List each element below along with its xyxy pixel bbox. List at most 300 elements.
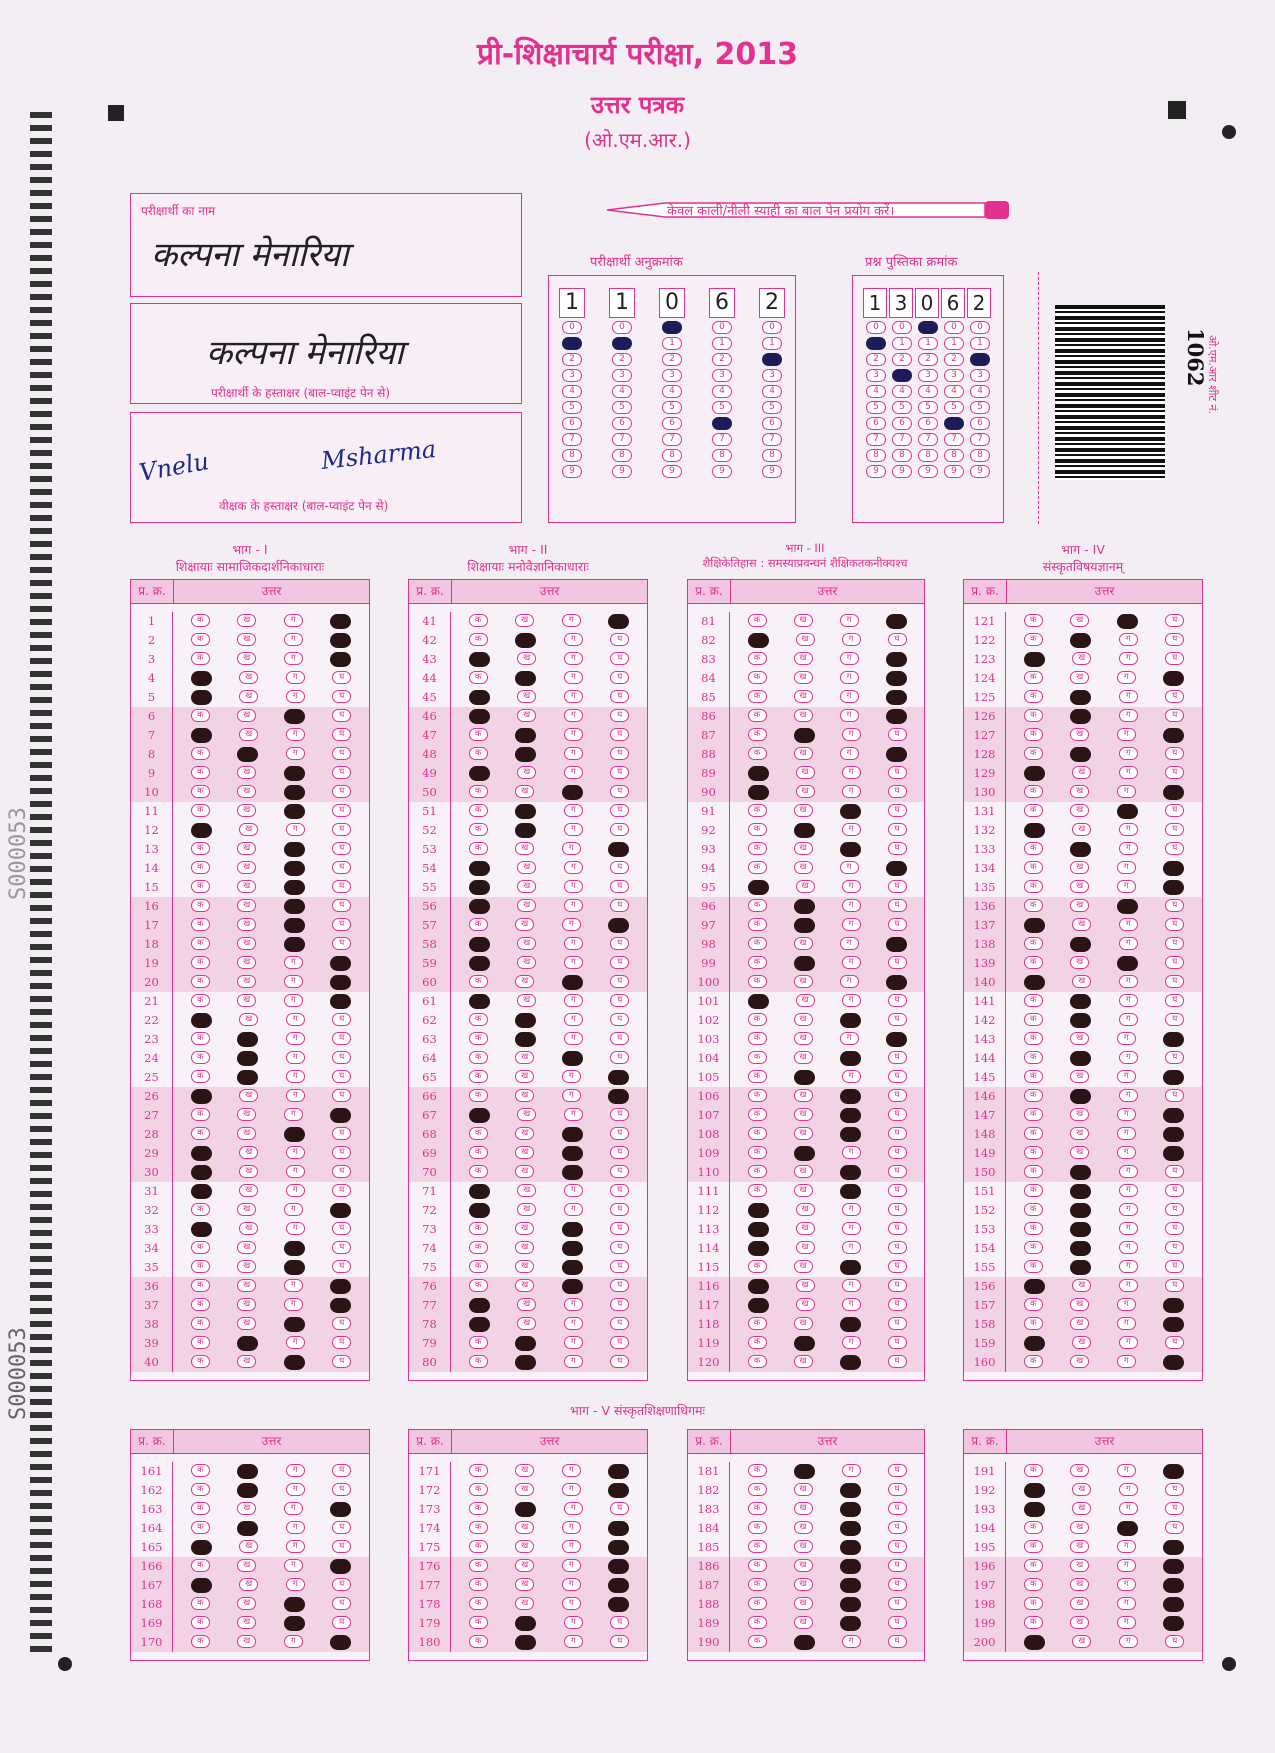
option-bubble[interactable]: घ (610, 1635, 629, 1648)
option-bubble[interactable]: क (748, 918, 767, 931)
option-bubble[interactable]: क (1024, 1521, 1043, 1534)
option-bubble[interactable]: क (469, 1089, 488, 1102)
option-bubble[interactable]: ग (562, 1483, 581, 1496)
option-bubble[interactable]: ग (842, 918, 861, 931)
option-bubble[interactable] (840, 1013, 861, 1028)
option-bubble[interactable] (1163, 671, 1184, 686)
option-bubble[interactable]: ग (286, 747, 305, 760)
option-bubble[interactable]: घ (610, 880, 629, 893)
option-bubble[interactable]: क (469, 804, 488, 817)
option-bubble[interactable]: क (191, 918, 210, 931)
option-bubble[interactable]: क (748, 1146, 767, 1159)
option-bubble[interactable]: ग (1119, 1222, 1138, 1235)
option-bubble[interactable]: क (1024, 861, 1043, 874)
option-bubble[interactable]: घ (1165, 1635, 1184, 1648)
option-bubble[interactable]: ग (286, 1521, 305, 1534)
option-bubble[interactable]: क (748, 975, 767, 988)
option-bubble[interactable] (886, 614, 907, 629)
option-bubble[interactable]: घ (888, 1279, 907, 1292)
option-bubble[interactable]: घ (888, 766, 907, 779)
option-bubble[interactable]: क (1024, 1616, 1043, 1629)
option-bubble[interactable] (794, 918, 815, 933)
option-bubble[interactable]: ख (517, 690, 536, 703)
option-bubble[interactable]: क (1024, 880, 1043, 893)
option-bubble[interactable] (284, 1241, 305, 1256)
option-bubble[interactable]: ग (284, 614, 303, 627)
option-bubble[interactable]: घ (888, 994, 907, 1007)
option-bubble[interactable]: ग (286, 1032, 305, 1045)
option-bubble[interactable]: ख (517, 899, 536, 912)
option-bubble[interactable]: घ (332, 1578, 351, 1591)
option-bubble[interactable]: ख (1072, 975, 1091, 988)
option-bubble[interactable] (469, 1317, 490, 1332)
option-bubble[interactable]: घ (610, 1165, 629, 1178)
option-bubble[interactable]: ग (564, 861, 583, 874)
digit-bubble[interactable] (662, 321, 682, 334)
option-bubble[interactable]: क (748, 1032, 767, 1045)
digit-bubble[interactable]: 6 (892, 417, 912, 430)
option-bubble[interactable]: ग (1119, 975, 1138, 988)
option-bubble[interactable]: ख (237, 1127, 256, 1140)
option-bubble[interactable]: ख (1070, 861, 1089, 874)
option-bubble[interactable]: घ (332, 709, 351, 722)
option-bubble[interactable]: क (748, 1635, 767, 1648)
option-bubble[interactable]: ग (1117, 1559, 1136, 1572)
digit-bubble[interactable]: 3 (712, 369, 732, 382)
option-bubble[interactable]: घ (1165, 956, 1184, 969)
option-bubble[interactable]: क (469, 1355, 488, 1368)
digit-bubble[interactable]: 8 (892, 449, 912, 462)
option-bubble[interactable] (330, 975, 351, 990)
option-bubble[interactable]: घ (888, 785, 907, 798)
digit-bubble[interactable]: 4 (712, 385, 732, 398)
option-bubble[interactable]: घ (888, 1089, 907, 1102)
option-bubble[interactable]: क (191, 1635, 210, 1648)
option-bubble[interactable] (840, 1355, 861, 1370)
option-bubble[interactable] (1070, 842, 1091, 857)
option-bubble[interactable] (748, 880, 769, 895)
option-bubble[interactable]: ख (237, 709, 256, 722)
option-bubble[interactable]: ग (564, 1184, 583, 1197)
digit-bubble[interactable]: 6 (662, 417, 682, 430)
digit-bubble[interactable]: 8 (918, 449, 938, 462)
digit-bubble[interactable]: 6 (612, 417, 632, 430)
option-bubble[interactable]: क (469, 1241, 488, 1254)
option-bubble[interactable]: घ (610, 652, 629, 665)
option-bubble[interactable]: क (748, 747, 767, 760)
option-bubble[interactable]: क (1024, 671, 1043, 684)
digit-box[interactable]: 2 (759, 288, 785, 318)
digit-bubble[interactable]: 9 (970, 465, 990, 478)
option-bubble[interactable]: ख (517, 709, 536, 722)
option-bubble[interactable]: क (191, 633, 210, 646)
option-bubble[interactable] (237, 1521, 258, 1536)
option-bubble[interactable]: ग (842, 899, 861, 912)
option-bubble[interactable] (1070, 633, 1091, 648)
option-bubble[interactable]: ख (1070, 671, 1089, 684)
option-bubble[interactable]: ख (1070, 1355, 1089, 1368)
option-bubble[interactable]: क (191, 1051, 210, 1064)
option-bubble[interactable]: ग (1117, 1355, 1136, 1368)
option-bubble[interactable]: क (1024, 1165, 1043, 1178)
digit-bubble[interactable]: 8 (944, 449, 964, 462)
option-bubble[interactable]: क (191, 1108, 210, 1121)
option-bubble[interactable]: ख (237, 975, 256, 988)
option-bubble[interactable]: ग (1117, 1317, 1136, 1330)
option-bubble[interactable] (469, 880, 490, 895)
digit-box[interactable]: 0 (915, 288, 939, 318)
option-bubble[interactable]: ग (564, 804, 583, 817)
option-bubble[interactable]: ग (562, 1540, 581, 1553)
option-bubble[interactable]: ख (1070, 956, 1089, 969)
option-bubble[interactable]: घ (1165, 937, 1184, 950)
option-bubble[interactable] (608, 918, 629, 933)
option-bubble[interactable] (886, 709, 907, 724)
option-bubble[interactable]: ख (1070, 804, 1089, 817)
digit-bubble[interactable]: 8 (762, 449, 782, 462)
option-bubble[interactable] (1163, 1578, 1184, 1593)
option-bubble[interactable]: घ (888, 1559, 907, 1572)
option-bubble[interactable]: ग (562, 1521, 581, 1534)
option-bubble[interactable]: क (748, 1260, 767, 1273)
digit-bubble[interactable]: 6 (762, 417, 782, 430)
option-bubble[interactable]: क (748, 823, 767, 836)
option-bubble[interactable]: क (191, 842, 210, 855)
option-bubble[interactable]: ग (562, 1578, 581, 1591)
option-bubble[interactable]: ग (842, 994, 861, 1007)
option-bubble[interactable]: क (748, 1355, 767, 1368)
option-bubble[interactable]: क (1024, 1089, 1043, 1102)
option-bubble[interactable]: क (1024, 690, 1043, 703)
option-bubble[interactable]: ग (1117, 1146, 1136, 1159)
option-bubble[interactable]: क (1024, 804, 1043, 817)
option-bubble[interactable]: घ (610, 1108, 629, 1121)
digit-bubble[interactable]: 3 (562, 369, 582, 382)
option-bubble[interactable]: ग (840, 709, 859, 722)
option-bubble[interactable]: क (469, 1559, 488, 1572)
option-bubble[interactable]: क (191, 1317, 210, 1330)
option-bubble[interactable]: ग (286, 1146, 305, 1159)
option-bubble[interactable]: ख (794, 1559, 813, 1572)
option-bubble[interactable]: ख (1072, 1279, 1091, 1292)
option-bubble[interactable]: ख (794, 671, 813, 684)
option-bubble[interactable]: ख (1070, 1559, 1089, 1572)
option-bubble[interactable] (608, 614, 629, 629)
option-bubble[interactable]: घ (610, 728, 629, 741)
option-bubble[interactable] (515, 804, 536, 819)
option-bubble[interactable] (840, 842, 861, 857)
option-bubble[interactable]: घ (610, 1051, 629, 1064)
option-bubble[interactable]: ग (1119, 652, 1138, 665)
option-bubble[interactable]: ख (794, 1127, 813, 1140)
option-bubble[interactable]: घ (888, 1464, 907, 1477)
option-bubble[interactable]: क (469, 1336, 488, 1349)
option-bubble[interactable]: ग (842, 633, 861, 646)
option-bubble[interactable] (330, 1635, 351, 1650)
option-bubble[interactable] (469, 1184, 490, 1199)
option-bubble[interactable]: घ (1165, 1260, 1184, 1273)
option-bubble[interactable] (515, 747, 536, 762)
digit-bubble[interactable]: 2 (662, 353, 682, 366)
digit-bubble[interactable]: 0 (562, 321, 582, 334)
option-bubble[interactable]: ग (1117, 1298, 1136, 1311)
option-bubble[interactable]: घ (332, 1336, 351, 1349)
option-bubble[interactable]: क (469, 1222, 488, 1235)
option-bubble[interactable]: घ (888, 1540, 907, 1553)
option-bubble[interactable]: ग (564, 1108, 583, 1121)
option-bubble[interactable]: क (1024, 709, 1043, 722)
option-bubble[interactable]: ख (517, 994, 536, 1007)
option-bubble[interactable]: ख (515, 614, 534, 627)
digit-bubble[interactable]: 3 (662, 369, 682, 382)
option-bubble[interactable]: घ (332, 1521, 351, 1534)
digit-bubble[interactable]: 4 (662, 385, 682, 398)
option-bubble[interactable]: ख (1070, 614, 1089, 627)
option-bubble[interactable] (886, 861, 907, 876)
option-bubble[interactable]: ग (564, 728, 583, 741)
digit-bubble[interactable]: 9 (892, 465, 912, 478)
option-bubble[interactable]: ख (1072, 1502, 1091, 1515)
option-bubble[interactable]: ग (842, 880, 861, 893)
digit-bubble[interactable]: 6 (866, 417, 886, 430)
option-bubble[interactable]: ग (1119, 994, 1138, 1007)
option-bubble[interactable]: ग (842, 1464, 861, 1477)
option-bubble[interactable] (284, 1127, 305, 1142)
option-bubble[interactable] (284, 1355, 305, 1370)
option-bubble[interactable]: ख (1072, 766, 1091, 779)
option-bubble[interactable]: ख (517, 652, 536, 665)
option-bubble[interactable]: घ (332, 1222, 351, 1235)
option-bubble[interactable]: घ (888, 1616, 907, 1629)
option-bubble[interactable]: क (748, 671, 767, 684)
option-bubble[interactable] (1163, 1108, 1184, 1123)
option-bubble[interactable]: ग (1119, 690, 1138, 703)
option-bubble[interactable] (886, 1032, 907, 1047)
option-bubble[interactable]: क (748, 1521, 767, 1534)
option-bubble[interactable] (1070, 690, 1091, 705)
option-bubble[interactable] (840, 1502, 861, 1517)
option-bubble[interactable]: ग (284, 1298, 303, 1311)
option-bubble[interactable] (608, 1597, 629, 1612)
option-bubble[interactable]: ग (562, 918, 581, 931)
option-bubble[interactable] (1163, 1070, 1184, 1085)
option-bubble[interactable] (237, 1483, 258, 1498)
option-bubble[interactable]: ग (286, 1089, 305, 1102)
option-bubble[interactable]: ग (562, 842, 581, 855)
option-bubble[interactable] (469, 994, 490, 1009)
option-bubble[interactable]: ग (564, 1317, 583, 1330)
option-bubble[interactable]: क (191, 1464, 210, 1477)
option-bubble[interactable] (794, 1146, 815, 1161)
option-bubble[interactable]: ग (840, 614, 859, 627)
option-bubble[interactable]: ख (517, 861, 536, 874)
option-bubble[interactable] (515, 728, 536, 743)
option-bubble[interactable]: ख (515, 1597, 534, 1610)
option-bubble[interactable]: ख (794, 1616, 813, 1629)
digit-bubble[interactable]: 4 (612, 385, 632, 398)
digit-bubble[interactable]: 7 (970, 433, 990, 446)
option-bubble[interactable]: ख (794, 1355, 813, 1368)
option-bubble[interactable] (840, 1521, 861, 1536)
digit-bubble[interactable]: 8 (562, 449, 582, 462)
option-bubble[interactable]: घ (888, 1146, 907, 1159)
option-bubble[interactable]: क (469, 1540, 488, 1553)
option-bubble[interactable]: ग (842, 1279, 861, 1292)
digit-bubble[interactable]: 8 (662, 449, 682, 462)
digit-bubble[interactable]: 3 (762, 369, 782, 382)
digit-box[interactable]: 1 (559, 288, 585, 318)
option-bubble[interactable]: क (748, 614, 767, 627)
option-bubble[interactable]: घ (888, 1336, 907, 1349)
option-bubble[interactable]: क (469, 785, 488, 798)
option-bubble[interactable] (748, 1279, 769, 1294)
option-bubble[interactable]: क (748, 1336, 767, 1349)
option-bubble[interactable]: क (469, 728, 488, 741)
option-bubble[interactable]: क (191, 937, 210, 950)
option-bubble[interactable]: क (191, 766, 210, 779)
option-bubble[interactable]: घ (610, 1203, 629, 1216)
option-bubble[interactable]: घ (332, 1165, 351, 1178)
option-bubble[interactable] (237, 747, 258, 762)
option-bubble[interactable]: ग (286, 1578, 305, 1591)
option-bubble[interactable]: क (191, 1355, 210, 1368)
option-bubble[interactable]: घ (1165, 899, 1184, 912)
digit-bubble[interactable]: 9 (562, 465, 582, 478)
option-bubble[interactable]: ग (1119, 918, 1138, 931)
option-bubble[interactable]: ख (1070, 1616, 1089, 1629)
option-bubble[interactable]: ग (842, 1336, 861, 1349)
option-bubble[interactable] (748, 633, 769, 648)
option-bubble[interactable]: ग (842, 766, 861, 779)
option-bubble[interactable] (1163, 1540, 1184, 1555)
digit-bubble[interactable]: 5 (762, 401, 782, 414)
option-bubble[interactable]: ग (1117, 1578, 1136, 1591)
option-bubble[interactable] (1117, 956, 1138, 971)
option-bubble[interactable]: घ (610, 1502, 629, 1515)
option-bubble[interactable] (1070, 1260, 1091, 1275)
option-bubble[interactable]: क (469, 1146, 488, 1159)
option-bubble[interactable] (1163, 1559, 1184, 1574)
option-bubble[interactable]: क (1024, 1108, 1043, 1121)
option-bubble[interactable]: घ (332, 1032, 351, 1045)
option-bubble[interactable]: ख (239, 1222, 258, 1235)
option-bubble[interactable]: क (748, 1483, 767, 1496)
option-bubble[interactable]: ख (239, 1540, 258, 1553)
option-bubble[interactable]: घ (332, 728, 351, 741)
option-bubble[interactable]: क (469, 1635, 488, 1648)
option-bubble[interactable]: क (469, 975, 488, 988)
option-bubble[interactable]: ग (286, 728, 305, 741)
option-bubble[interactable]: घ (610, 1279, 629, 1292)
option-bubble[interactable] (608, 1464, 629, 1479)
option-bubble[interactable]: घ (610, 1336, 629, 1349)
digit-bubble[interactable]: 9 (762, 465, 782, 478)
option-bubble[interactable]: घ (332, 1597, 351, 1610)
option-bubble[interactable]: ख (1070, 1521, 1089, 1534)
option-bubble[interactable]: ग (286, 1222, 305, 1235)
option-bubble[interactable]: ख (517, 880, 536, 893)
digit-bubble[interactable] (712, 417, 732, 430)
option-bubble[interactable]: ग (564, 652, 583, 665)
option-bubble[interactable] (1070, 1089, 1091, 1104)
digit-box[interactable]: 1 (863, 288, 887, 318)
option-bubble[interactable]: ख (794, 747, 813, 760)
option-bubble[interactable] (284, 1317, 305, 1332)
option-bubble[interactable]: ख (794, 690, 813, 703)
option-bubble[interactable]: ग (1119, 747, 1138, 760)
digit-bubble[interactable]: 8 (712, 449, 732, 462)
digit-bubble[interactable]: 7 (662, 433, 682, 446)
option-bubble[interactable]: घ (888, 1165, 907, 1178)
option-bubble[interactable] (840, 1051, 861, 1066)
option-bubble[interactable]: ग (1117, 1127, 1136, 1140)
option-bubble[interactable]: ग (564, 671, 583, 684)
option-bubble[interactable]: ग (1117, 785, 1136, 798)
option-bubble[interactable]: ख (515, 1165, 534, 1178)
option-bubble[interactable]: घ (1165, 1203, 1184, 1216)
option-bubble[interactable]: ग (1119, 842, 1138, 855)
option-bubble[interactable]: क (469, 633, 488, 646)
option-bubble[interactable] (237, 1070, 258, 1085)
digit-bubble[interactable]: 2 (612, 353, 632, 366)
option-bubble[interactable] (1163, 1464, 1184, 1479)
option-bubble[interactable] (1070, 1165, 1091, 1180)
option-bubble[interactable]: ग (564, 1635, 583, 1648)
digit-bubble[interactable]: 9 (662, 465, 682, 478)
option-bubble[interactable]: ग (284, 633, 303, 646)
option-bubble[interactable]: ख (1072, 1336, 1091, 1349)
option-bubble[interactable] (886, 747, 907, 762)
option-bubble[interactable]: ख (237, 956, 256, 969)
option-bubble[interactable]: घ (610, 1127, 629, 1140)
option-bubble[interactable]: ग (1117, 671, 1136, 684)
option-bubble[interactable]: क (748, 1070, 767, 1083)
option-bubble[interactable] (794, 956, 815, 971)
option-bubble[interactable]: क (748, 899, 767, 912)
option-bubble[interactable] (1024, 1502, 1045, 1517)
option-bubble[interactable] (330, 633, 351, 648)
option-bubble[interactable]: घ (610, 1032, 629, 1045)
option-bubble[interactable]: क (191, 785, 210, 798)
digit-bubble[interactable]: 5 (662, 401, 682, 414)
option-bubble[interactable] (469, 766, 490, 781)
option-bubble[interactable]: ख (237, 766, 256, 779)
option-bubble[interactable]: ग (1119, 1184, 1138, 1197)
option-bubble[interactable] (1070, 994, 1091, 1009)
option-bubble[interactable]: ख (237, 899, 256, 912)
option-bubble[interactable]: क (1024, 633, 1043, 646)
option-bubble[interactable]: क (191, 1336, 210, 1349)
option-bubble[interactable]: क (748, 1108, 767, 1121)
option-bubble[interactable]: घ (888, 1222, 907, 1235)
option-bubble[interactable]: घ (332, 766, 351, 779)
option-bubble[interactable]: ख (1070, 728, 1089, 741)
option-bubble[interactable] (1163, 1032, 1184, 1047)
option-bubble[interactable]: ग (1117, 1108, 1136, 1121)
option-bubble[interactable] (1070, 1203, 1091, 1218)
option-bubble[interactable]: ख (796, 994, 815, 1007)
option-bubble[interactable]: ग (284, 1559, 303, 1572)
option-bubble[interactable]: ख (237, 937, 256, 950)
option-bubble[interactable] (469, 690, 490, 705)
option-bubble[interactable]: घ (610, 1616, 629, 1629)
option-bubble[interactable]: घ (888, 1317, 907, 1330)
option-bubble[interactable]: ख (515, 1464, 534, 1477)
option-bubble[interactable]: ख (1070, 1032, 1089, 1045)
option-bubble[interactable]: ग (286, 1483, 305, 1496)
option-bubble[interactable] (562, 1222, 583, 1237)
option-bubble[interactable]: घ (332, 747, 351, 760)
